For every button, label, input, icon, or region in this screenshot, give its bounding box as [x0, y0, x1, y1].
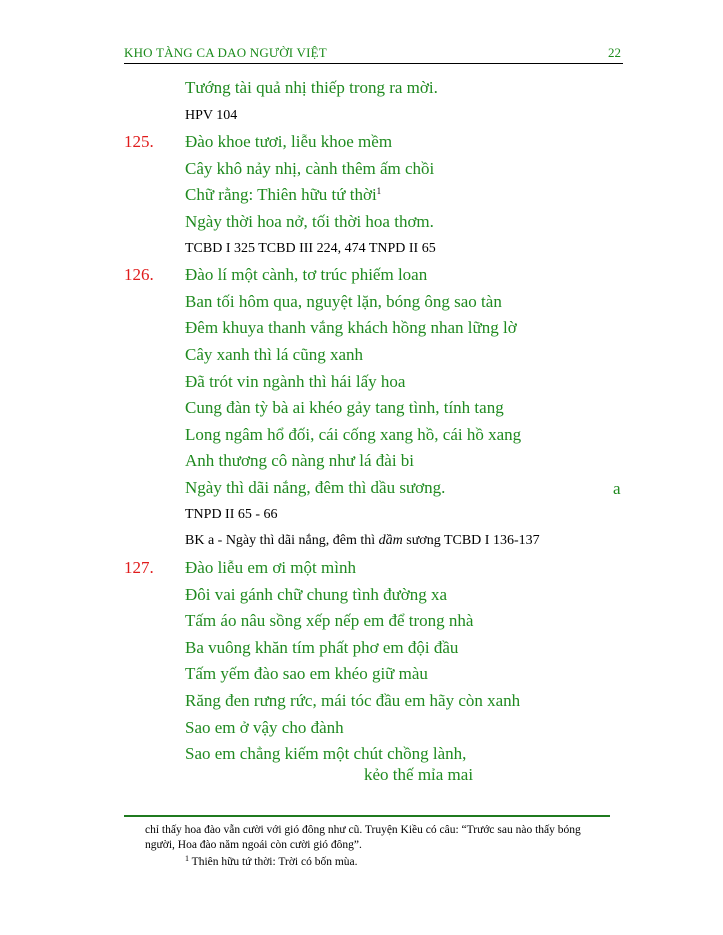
verse-line: Tướng tài quả nhị thiếp trong ra mời.	[185, 78, 438, 97]
running-header-title: KHO TÀNG CA DAO NGƯỜI VIỆT	[124, 45, 327, 60]
verse-line: Cung đàn tỳ bà ai khéo gảy tang tình, tính tang	[185, 398, 504, 417]
verse-line: Đào lí một cành, tơ trúc phiếm loan	[185, 265, 428, 284]
verse-number: 126.	[124, 265, 154, 284]
verse-line: Sao em ở vậy cho đành	[185, 718, 344, 737]
variant-marker: a	[613, 479, 621, 498]
footnote-divider	[124, 815, 610, 817]
verse-line: Tấm áo nâu sồng xếp nếp em để trong nhà	[185, 611, 474, 630]
variant-emphasis: dầm	[378, 533, 403, 548]
footnote-1-marker: 1	[185, 854, 189, 863]
verse-line-continuation: kẻo thế mỉa mai	[364, 765, 474, 784]
verse-line	[185, 185, 381, 205]
verse-line-text: Chữ rằng: Thiên hữu tứ thời	[185, 185, 377, 204]
footnote-continuation: người, Hoa đào năm ngoái còn cười gió đông”.	[145, 839, 362, 851]
verse-line: Ban tối hôm qua, nguyệt lặn, bóng ông sao tàn	[185, 292, 502, 311]
source-reference: HPV 104	[185, 108, 238, 123]
verse-line: Cây khô nảy nhị, cành thêm ấm chồi	[185, 159, 435, 178]
verse-line: Răng đen rưng rức, mái tóc đầu em hãy còn xanh	[185, 691, 521, 710]
verse-line: Anh thương cô nàng như lá đài bi	[185, 451, 415, 470]
source-reference: TNPD II 65 - 66	[185, 507, 278, 522]
verse-line: Cây xanh thì lá cũng xanh	[185, 345, 363, 364]
verse-line: Long ngâm hổ đối, cái cống xang hồ, cái hồ xang	[185, 425, 522, 444]
verse-line: Đôi vai gánh chữ chung tình đường xa	[185, 585, 448, 604]
verse-line: Đào khoe tươi, liễu khoe mềm	[185, 132, 393, 151]
header-divider	[124, 63, 623, 64]
verse-line: Đêm khuya thanh vắng khách hồng nhan lững lờ	[185, 318, 517, 337]
verse-line: Ba vuông khăn tím phất phơ em đội đầu	[185, 638, 459, 657]
footnote-marker[interactable]: 1	[376, 186, 382, 196]
verse-line: Sao em chẳng kiếm một chút chồng lành,	[185, 744, 467, 763]
variant-reference	[185, 533, 540, 549]
variant-text-after: sương TCBD I 136-137	[402, 533, 540, 548]
verse-number: 127.	[124, 558, 154, 577]
verse-number: 125.	[124, 132, 154, 151]
verse-line: Đào liễu em ơi một mình	[185, 558, 356, 577]
variant-text-before: BK a - Ngày thì dãi nắng, đêm thì	[185, 533, 379, 548]
footnote-continuation: chỉ thấy hoa đào vẫn cười với gió đông như cũ. Truyện Kiều có câu: “Trước sau nào thấy bóng	[145, 824, 581, 836]
footnote-1-text: Thiên hữu tứ thời: Trời có bốn mùa.	[191, 856, 358, 868]
verse-line: Ngày thì dãi nắng, đêm thì dầu sương.	[185, 478, 446, 497]
verse-line: Ngày thời hoa nở, tối thời hoa thơm.	[185, 212, 434, 231]
footnote-1	[185, 854, 358, 868]
verse-line: Đã trót vin ngành thì hái lấy hoa	[185, 372, 406, 391]
page-number: 22	[608, 45, 621, 60]
source-reference: TCBD I 325 TCBD III 224, 474 TNPD II 65	[185, 241, 436, 256]
verse-line: Tấm yếm đào sao em khéo giữ màu	[185, 664, 428, 683]
